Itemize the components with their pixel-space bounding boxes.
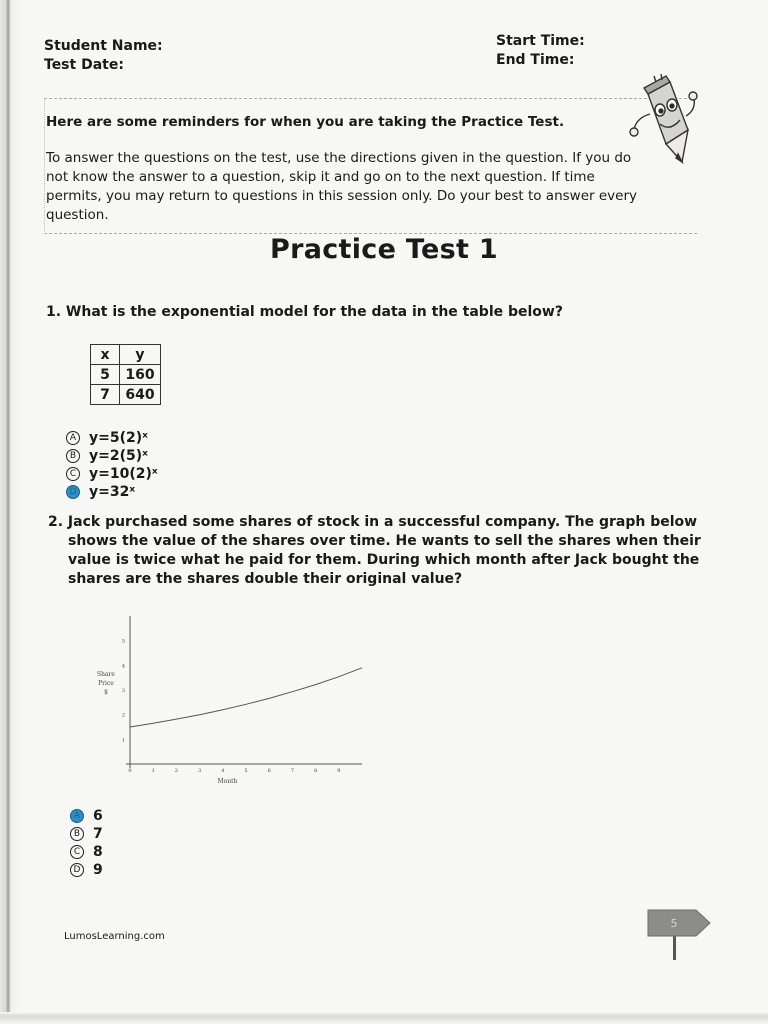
- chart-y-axis-label: Price: [98, 680, 114, 687]
- signpost-pole: [673, 934, 676, 960]
- reminder-title: Here are some reminders for when you are taking the Practice Test.: [46, 114, 565, 130]
- question-2-text: [48, 513, 708, 589]
- chart-x-tick-label: 8: [314, 768, 318, 774]
- question-2-choices: [70, 807, 103, 879]
- table-cell: 5: [91, 365, 120, 385]
- answer-choice-d[interactable]: [66, 483, 158, 501]
- student-info: [44, 37, 163, 75]
- table-cell: 160: [120, 365, 161, 385]
- question-1-choices: [66, 429, 158, 501]
- question-2-body: 2. Jack purchased some shares of stock in a successful company. The graph below shows the value of the shares over time. He wants to sell the shares when their value is twice what he paid for them. During which month after Jack bought the shares are the shares double their original value?: [48, 514, 701, 587]
- chart-x-tick-label: 7: [290, 768, 294, 774]
- chart-x-tick-label: 4: [221, 768, 225, 774]
- answer-choice-b[interactable]: [70, 825, 103, 843]
- answer-bubble-b[interactable]: B: [66, 449, 80, 463]
- test-date-label: Test Date:: [44, 57, 124, 73]
- answer-bubble-b[interactable]: B: [70, 827, 84, 841]
- answer-bubble-a[interactable]: A: [66, 431, 80, 445]
- reminder-body: To answer the questions on the test, use the directions given in the question. If you do not know the answer to a question, skip it and go on to the next question. If time permits, you may return to questions in this session only. Do your best to answer every question.: [46, 150, 637, 223]
- answer-text-c: 8: [93, 844, 103, 860]
- chart-x-tick-label: 0: [128, 768, 132, 774]
- table-row: [91, 365, 161, 385]
- chart-y-ticks: [122, 639, 125, 744]
- table-header-y: y: [120, 345, 161, 365]
- time-info: [496, 32, 585, 70]
- chart-y-tick-label: 2: [121, 712, 125, 719]
- pencil-mascot-icon: [626, 74, 698, 174]
- answer-choice-c[interactable]: [66, 465, 158, 483]
- answer-bubble-c[interactable]: C: [70, 845, 84, 859]
- answer-text-b: 7: [93, 826, 103, 842]
- chart-y-tick-label: 5: [121, 638, 125, 645]
- chart-x-tick-label: 1: [151, 768, 155, 774]
- chart-y-axis-label: $: [104, 689, 108, 696]
- page-bottom-edge: [0, 1012, 768, 1024]
- table-row: [91, 385, 161, 405]
- data-table: [90, 344, 161, 405]
- chart-y-tick-label: 1: [121, 737, 125, 744]
- answer-text-d: y=32ˣ: [89, 484, 136, 500]
- share-price-chart: [86, 606, 376, 792]
- answer-choice-b[interactable]: [66, 447, 158, 465]
- table-cell: 640: [120, 385, 161, 405]
- table-header-x: x: [91, 345, 120, 365]
- chart-x-ticks: [128, 768, 340, 774]
- answer-text-c: y=10(2)ˣ: [89, 466, 158, 482]
- reminder-box: [44, 98, 697, 234]
- answer-choice-d[interactable]: [70, 861, 103, 879]
- chart-y-tick-label: 3: [121, 688, 125, 694]
- start-time-label: Start Time:: [496, 33, 585, 49]
- answer-choice-c[interactable]: [70, 843, 103, 861]
- end-time-label: End Time:: [496, 52, 575, 68]
- answer-text-a: 6: [93, 808, 103, 824]
- page-number: 5: [670, 917, 678, 930]
- answer-bubble-d-selected[interactable]: D: [66, 485, 80, 499]
- chart-y-axis-label: Share: [97, 671, 115, 678]
- answer-text-b: y=2(5)ˣ: [89, 448, 148, 464]
- page-title: Practice Test 1: [269, 234, 498, 265]
- chart-x-axis-label: Month: [217, 778, 238, 785]
- answer-choice-a[interactable]: [70, 807, 103, 825]
- signpost-board: [648, 910, 710, 936]
- student-name-label: Student Name:: [44, 38, 163, 54]
- chart-axes: [126, 616, 362, 768]
- answer-text-a: y=5(2)ˣ: [89, 430, 148, 446]
- page-binding-shadow: [0, 0, 22, 1024]
- chart-x-tick-label: 9: [337, 768, 341, 774]
- chart-x-tick-label: 6: [267, 768, 271, 774]
- chart-series-line: [130, 668, 362, 727]
- chart-x-tick-label: 2: [174, 768, 178, 774]
- answer-choice-a[interactable]: [66, 429, 158, 447]
- answer-bubble-d[interactable]: D: [70, 863, 84, 877]
- chart-y-tick-label: 4: [121, 663, 125, 670]
- chart-x-tick-label: 5: [244, 768, 248, 774]
- answer-bubble-a-selected[interactable]: A: [70, 809, 84, 823]
- answer-text-d: 9: [93, 862, 103, 878]
- table-cell: 7: [91, 385, 120, 405]
- question-1-text: 1. What is the exponential model for the data in the table below?: [46, 304, 563, 320]
- answer-bubble-c[interactable]: C: [66, 467, 80, 481]
- table-header-row: [91, 345, 161, 365]
- chart-x-tick-label: 3: [198, 768, 202, 774]
- footer-site-link[interactable]: LumosLearning.com: [64, 931, 165, 942]
- page-number-signpost-icon: [646, 906, 712, 962]
